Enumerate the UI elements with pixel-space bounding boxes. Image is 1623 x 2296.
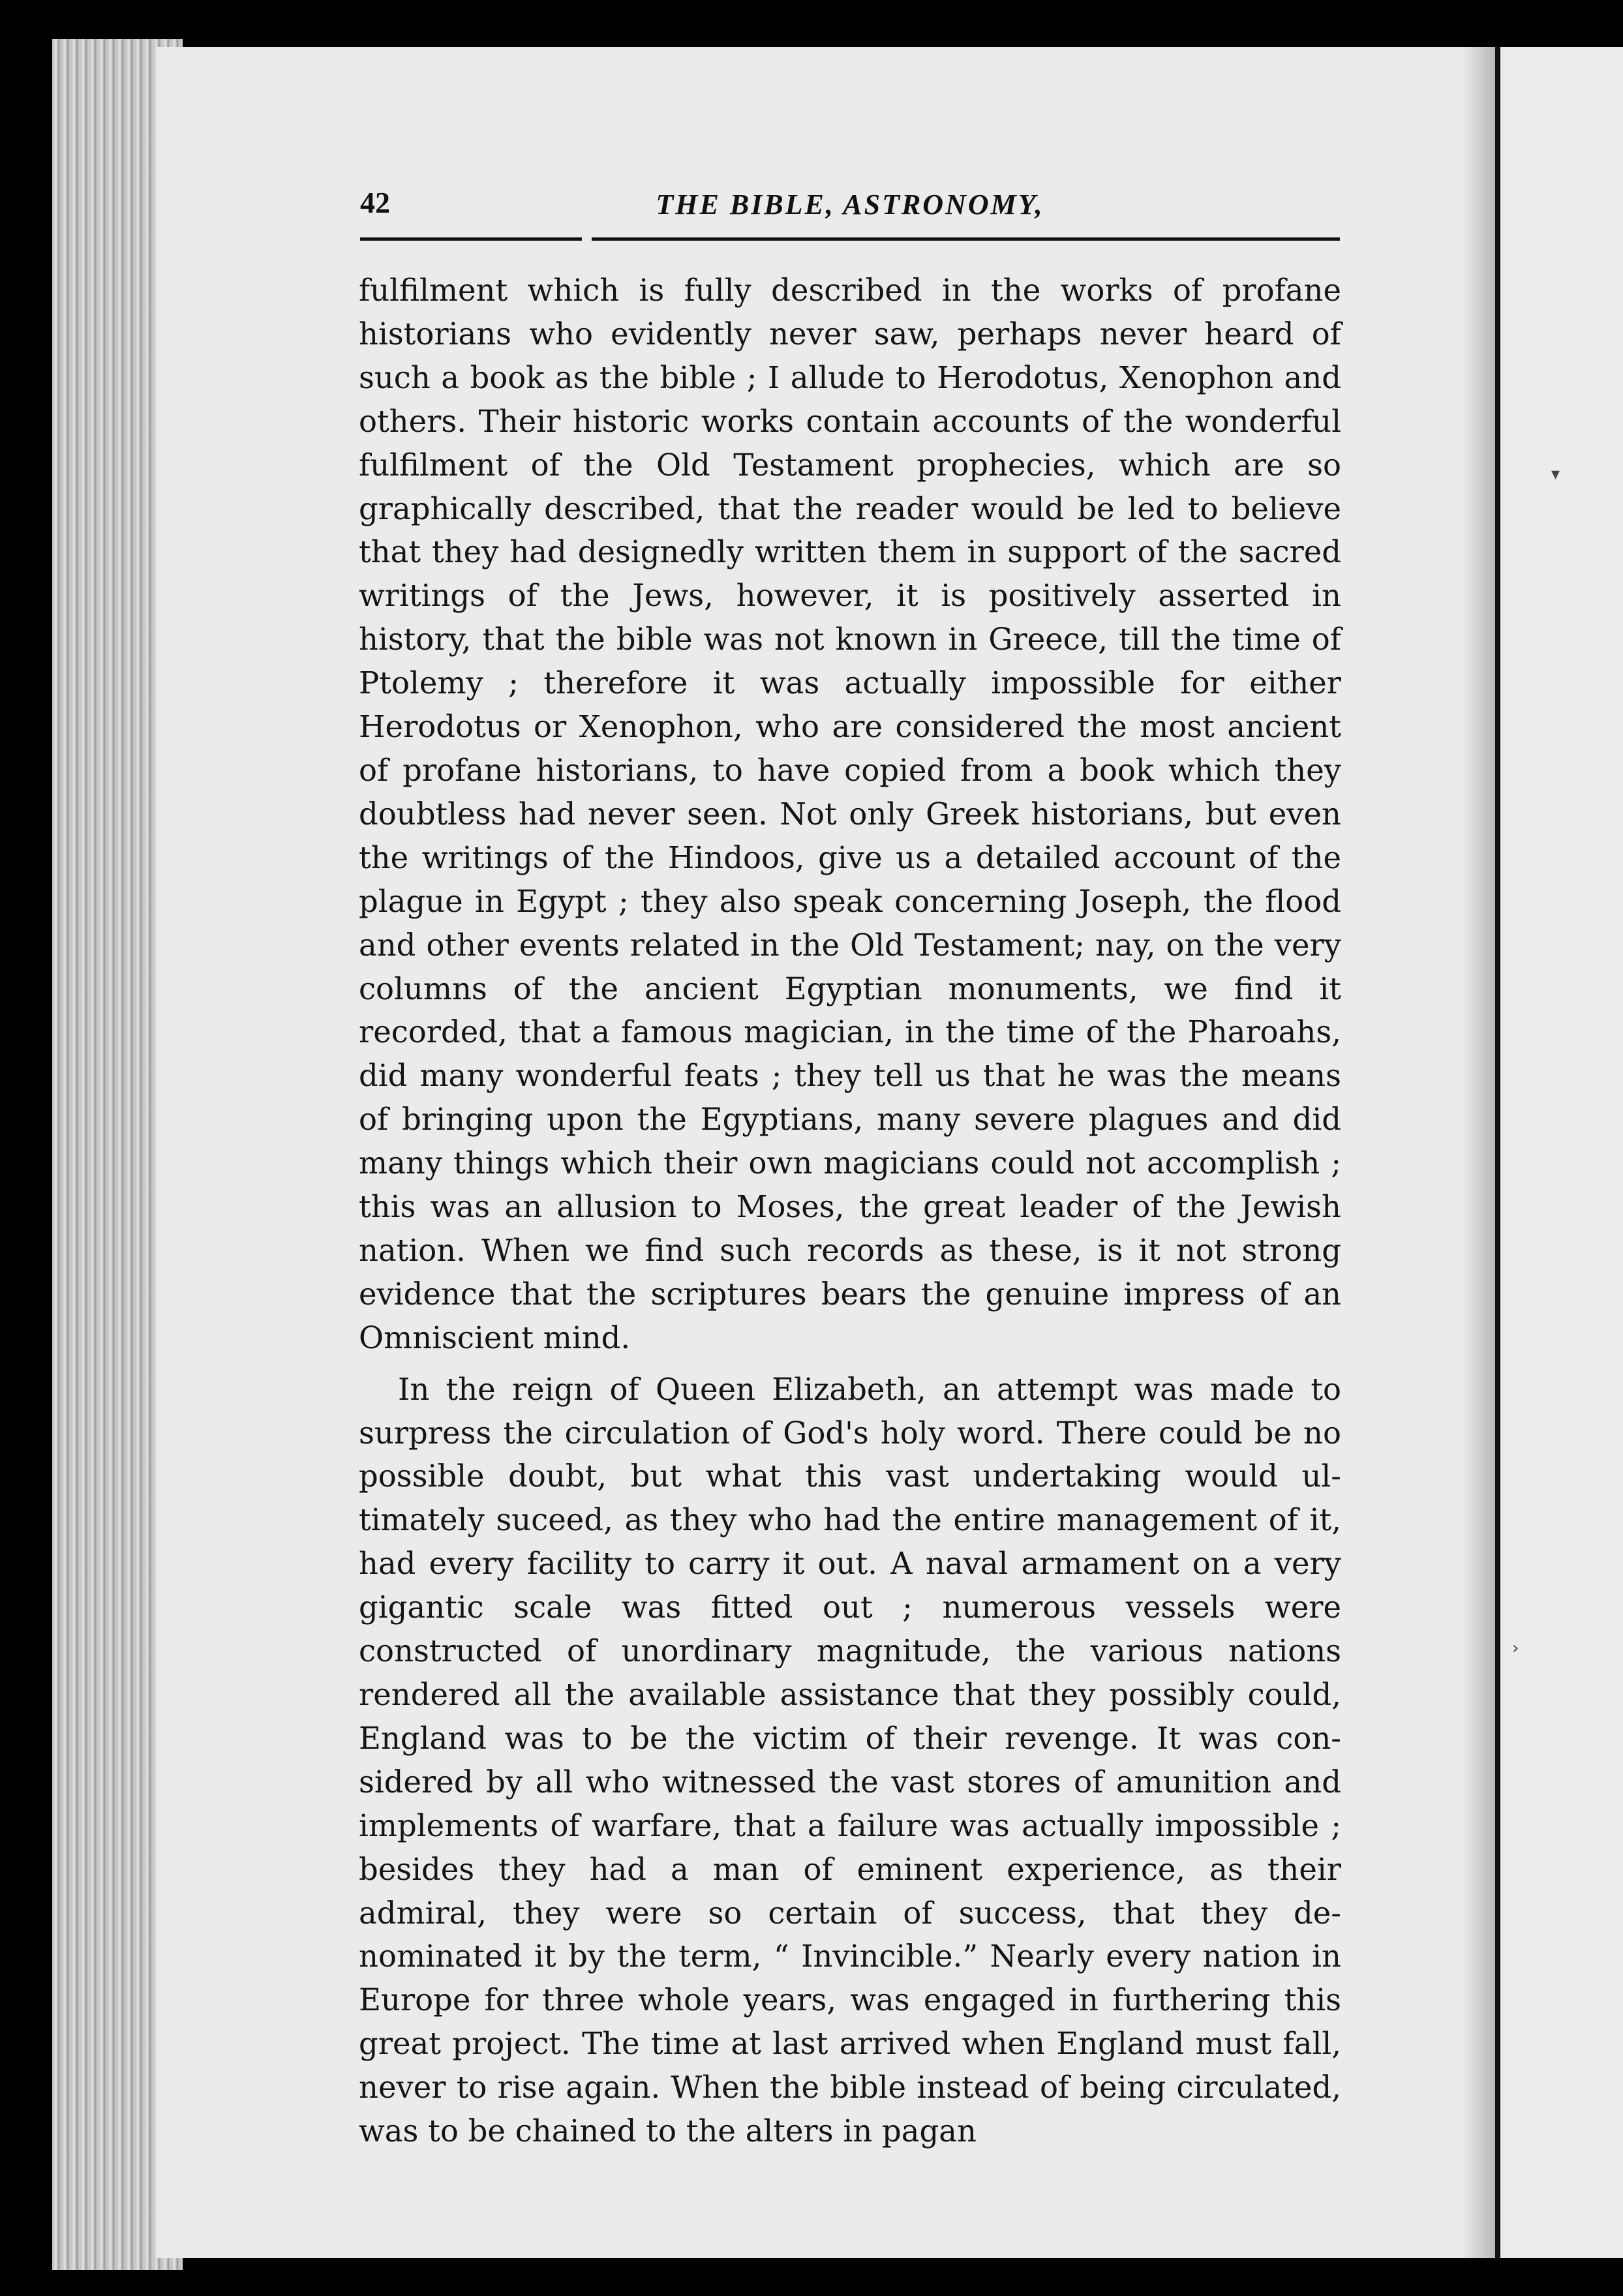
paragraph: fulfilment which is fully described in the works of profane historians who evidently never saw, perhaps never heard of such a book as the bible ; I allude to Herodotus, Xenophon and others. Their historic works contain accounts of the wonderful fulfilment of the Old Testament prophecies, which are so graphically described, that the reader would be led to believe that they had designedly written them in support of the sacred writings of the Jews, however, it is positively asserted in history, that the bible was not known in Greece, till the time of Ptolemy ; therefore it was actually impossible for either Herodotus or Xenophon, who are considered the most ancient of profane historians, to have copied from a book which they doubtless had never seen. Not only Greek historians, but even the writings of the Hindoos, give us a detailed account of the plague in Egypt ; they also speak concerning Joseph, the flood and other events related in the Old Testament; nay, on the very columns of the ancient Egyptian monuments, we find it recorded, that a famous magician, in the time of the Pharoahs, did many wonderful feats ; they tell us that he was the means of bringing upon the Egyptians, many severe plagues and did many things which their own magicians could not accomplish ; this was an allusion to Moses, the great leader of the Jewish nation. When we find such records as these, is it not strong evidence that the scriptures bears the genuine impress of an Omniscient mind.: [359, 273, 1341, 1355]
speck-mark: ▾: [1551, 464, 1560, 484]
header-rule: [360, 237, 582, 241]
page-header: [360, 185, 1340, 237]
running-head: THE BIBLE, ASTRONOMY,: [656, 189, 1044, 220]
page-body: [359, 269, 1341, 2153]
page-number: 42: [360, 186, 390, 219]
facing-page: [1500, 47, 1623, 2258]
speck-mark: ›: [1512, 1639, 1519, 1658]
paragraph: In the reign of Queen Elizabeth, an attempt was made to surpress the circulation of God's holy word. There could be no possible doubt, but what this vast undertaking would ultimately suceed, as they who had the entire management of it, had every facility to carry it out. A naval armament on a very gigantic scale was fitted out ; numerous vessels were constructed of unordinary magnitude, the various nations rendered all the available assistance that they possibly could, England was to be the victim of their revenge. It was considered by all who witnessed the vast stores of amunition and implements of warfare, that a failure was actually impossible ; besides they had a man of eminent experience, as their admiral, they were so certain of success, that they denominated it by the term, “ Invincible.” Nearly every nation in Europe for three whole years, was engaged in furthering this great project. The time at last arrived when England must fall, never to rise again. When the bible instead of being circulated, was to be chained to the alters in pagan: [359, 1371, 1341, 2149]
header-rule: [592, 237, 1340, 241]
